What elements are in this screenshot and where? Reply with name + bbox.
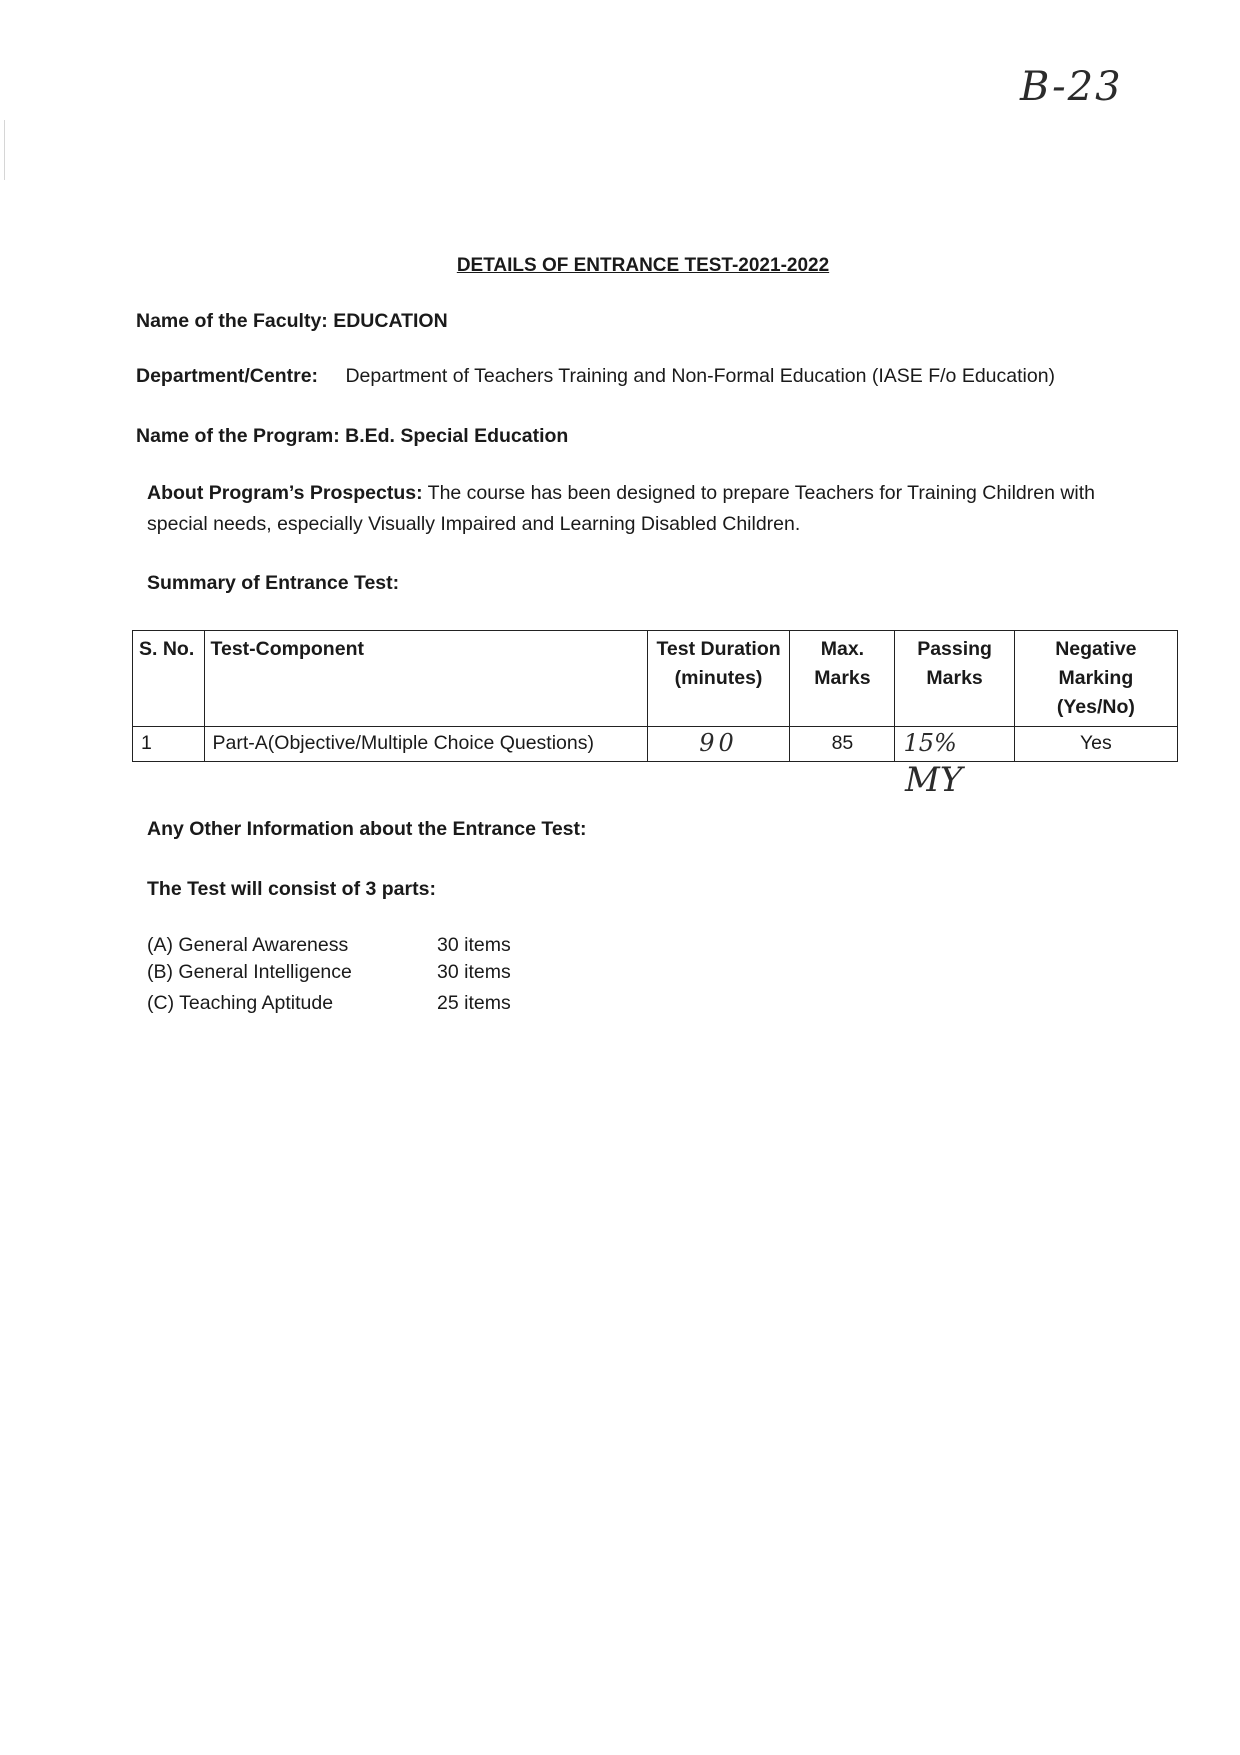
cell-test-duration [647, 727, 790, 762]
other-info-heading: Any Other Information about the Entrance Test: [147, 818, 587, 840]
program-value: B.Ed. Special Education [345, 425, 569, 447]
department-line [136, 365, 1055, 388]
part-name: (B) General Intelligence [147, 961, 352, 983]
prospectus-text: The course has been designed to prepare Teachers for Training Children with special needs, especially Visually Impaired and Learning Disabled Children. [147, 482, 1096, 535]
table-row [133, 727, 1178, 762]
parts-list [147, 932, 511, 1017]
program-line [136, 425, 568, 448]
duration-handwritten: 90 [699, 729, 738, 757]
handwritten-initials: MY [905, 760, 963, 800]
cell-sno: 1 [133, 727, 205, 762]
header-sno: S. No. [133, 631, 205, 727]
part-name: (A) General Awareness [147, 934, 349, 956]
header-max-marks: Max. Marks [790, 631, 895, 727]
part-items: 25 items [437, 992, 511, 1014]
cell-max-marks: 85 [790, 727, 895, 762]
list-item [147, 932, 511, 959]
cell-test-component: Part-A(Objective/Multiple Choice Questions) [204, 727, 647, 762]
program-label: Name of the Program: [136, 425, 340, 447]
header-negative-marking: Negative Marking (Yes/No) [1014, 631, 1177, 727]
cell-passing-marks [895, 727, 1014, 762]
faculty-line [136, 310, 448, 333]
page-reference-handwritten: B-23 [1020, 64, 1123, 110]
faculty-value: EDUCATION [333, 310, 448, 332]
part-items: 30 items [437, 961, 511, 983]
passing-marks-handwritten: 15% [903, 729, 957, 757]
part-name: (C) Teaching Aptitude [147, 992, 334, 1014]
header-test-component: Test-Component [204, 631, 647, 727]
faculty-label: Name of the Faculty: [136, 310, 328, 332]
department-value: Department of Teachers Training and Non-Formal Education (IASE F/o Education) [345, 365, 1056, 387]
prospectus-paragraph [147, 478, 1137, 540]
list-item [147, 959, 511, 986]
list-item [147, 990, 511, 1017]
scan-edge-mark [4, 120, 5, 180]
document-title: DETAILS OF ENTRANCE TEST-2021-2022 [456, 255, 830, 276]
header-test-duration: Test Duration (minutes) [647, 631, 790, 727]
part-items: 30 items [437, 934, 511, 956]
parts-heading: The Test will consist of 3 parts: [147, 878, 436, 900]
summary-heading: Summary of Entrance Test: [147, 572, 400, 594]
header-passing-marks: Passing Marks [895, 631, 1014, 727]
department-label: Department/Centre: [136, 365, 319, 387]
summary-table [132, 630, 1178, 762]
cell-negative-marking: Yes [1014, 727, 1177, 762]
prospectus-label: About Program’s Prospectus: [147, 482, 423, 504]
summary-header-row [133, 631, 1178, 727]
